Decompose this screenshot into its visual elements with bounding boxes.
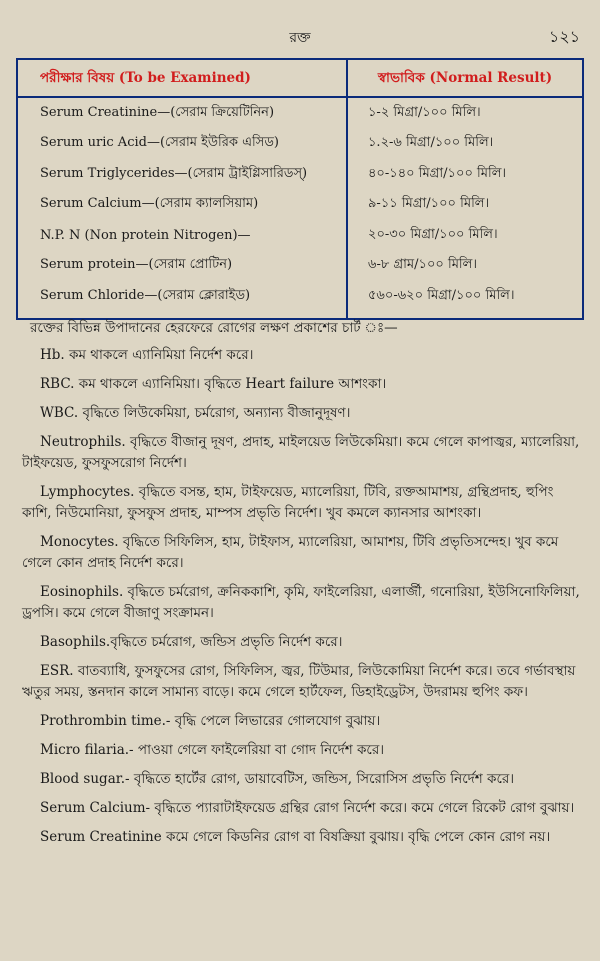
normal-value: ১-২ মিগ্রা/১০০ মিলি। <box>368 104 481 120</box>
normal-value: ৯-১১ মিগ্রা/১০০ মিলি। <box>368 196 490 212</box>
normal-value: ৬-৮ গ্রাম/১০০ মিলি। <box>368 257 477 273</box>
table-row <box>17 220 583 251</box>
symptom-chart-section <box>22 318 586 856</box>
note-serum-calcium: Serum Calcium- বৃদ্ধিতে প্যারাটাইফয়েড গ্রন্থির রোগ নির্দেশ করে। কমে গেলে রিকেট রোগ বুঝায়। <box>40 800 575 816</box>
note-blood-sugar: Blood sugar.- বৃদ্ধিতে হার্টের রোগ, ডায়াবেটিস, জন্ডিস, সিরোসিস প্রভৃতি নির্দেশ করে। <box>40 771 515 787</box>
normal-value: ৫৬০-৬২০ মিগ্রা/১০০ মিলি। <box>368 287 515 303</box>
test-name: Serum uric Acid—(সেরাম ইউরিক এসিড) <box>17 129 347 160</box>
note-micro-filaria: Micro filaria.- পাওয়া গেলে ফাইলেরিয়া বা গোদ নির্দেশ করে। <box>40 742 385 758</box>
test-name: Serum Chloride—(সেরাম ক্লোরাইড) <box>17 281 347 319</box>
table-header-row <box>17 59 583 97</box>
note-esr: ESR. বাতব্যাধি, ফুসফুসের রোগ, সিফিলিস, জ্বর, টিউমার, লিউকোমিয়া নির্দেশ করে। তবে গর্ভাবস্থায় ঋতুর সময়, স্তনদান কালে সামান্য বাড়ে। কমে গেলে হার্টফেল, ডিহাইড্রেটস, উদরাময় হুপিং কফ। <box>22 663 576 700</box>
section-intro: রক্তের বিভিন্ন উপাদানের হেরফেরে রোগের লক্ষণ প্রকাশের চার্ট ঃ— <box>30 320 398 336</box>
table-row <box>17 251 583 282</box>
table-row <box>17 281 583 319</box>
normal-values-table <box>16 58 584 320</box>
table-row <box>17 190 583 221</box>
note-prothrombin: Prothrombin time.- বৃদ্ধি পেলে লিভারের গোলযোগ বুঝায়। <box>40 713 381 729</box>
test-name: Serum Triglycerides—(সেরাম ট্রাইগ্লিসারিডস্) <box>17 159 347 190</box>
note-wbc: WBC. বৃদ্ধিতে লিউকেমিয়া, চর্মরোগ, অন্যান্য বীজানুদূষণ। <box>40 405 351 421</box>
note-lymphocytes: Lymphocytes. বৃদ্ধিতে বসন্ত, হাম, টাইফয়েড, ম্যালেরিয়া, টিবি, রক্তআমাশয়, গ্রন্থিপ্রদাহ, হুপিং কাশি, নিউমোনিয়া, ফুসফুস প্রদাহ, মাম্পস প্রভৃতি নির্দেশ। খুব কমলে ক্যানসার আশংকা। <box>22 484 554 521</box>
page-number: ১২১ <box>548 27 580 46</box>
table-row <box>17 129 583 160</box>
note-serum-creatinine: Serum Creatinine কমে গেলে কিডনির রোগ বা বিষক্রিয়া বুঝায়। বৃদ্ধি পেলে কোন রোগ নয়। <box>40 829 551 845</box>
chapter-title: রক্ত <box>289 30 311 46</box>
normal-value: ২০-৩০ মিগ্রা/১০০ মিলি। <box>368 226 498 242</box>
test-name: Serum Calcium—(সেরাম ক্যালসিয়াম) <box>17 190 347 221</box>
note-basophils: Basophils.বৃদ্ধিতে চর্মরোগ, জন্ডিস প্রভৃতি নির্দেশ করে। <box>40 634 343 650</box>
normal-value: ১.২-৬ মিগ্রা/১০০ মিলি। <box>368 135 494 151</box>
table-row <box>17 159 583 190</box>
note-hb: Hb. কম থাকলে এ্যানিমিয়া নির্দেশ করে। <box>40 347 254 363</box>
test-name: Serum Creatinine—(সেরাম ক্রিয়েটিনিন) <box>17 97 347 129</box>
column-header-normal: স্বাভাবিক (Normal Result) <box>347 59 583 97</box>
table-row <box>17 97 583 129</box>
note-monocytes: Monocytes. বৃদ্ধিতে সিফিলিস, হাম, টাইফাস, ম্যালেরিয়া, আমাশয়, টিবি প্রভৃতিসন্দেহ। খুব কমে গেলে কোন প্রদাহ নির্দেশ করে। <box>22 534 559 571</box>
test-name: N.P. N (Non protein Nitrogen)— <box>17 220 347 251</box>
note-rbc: RBC. কম থাকলে এ্যানিমিয়া। বৃদ্ধিতে Heart failure আশংকা। <box>40 376 387 392</box>
normal-value: ৪০-১৪০ মিগ্রা/১০০ মিলি। <box>368 165 507 181</box>
note-eosinophils: Eosinophils. বৃদ্ধিতে চর্মরোগ, ক্রনিককাশি, কৃমি, ফাইলেরিয়া, এলার্জী, গনোরিয়া, ইউসিনোফিলিয়া, ড্রপসি। কমে গেলে বীজাণু সংক্রামন। <box>22 584 580 621</box>
column-header-subject: পরীক্ষার বিষয় (To be Examined) <box>17 59 347 97</box>
page-header <box>0 22 600 46</box>
note-neutrophils: Neutrophils. বৃদ্ধিতে বীজানু দূষণ, প্রদাহ, মাইলয়েড লিউকেমিয়া। কমে গেলে কাপাজ্বর, ম্যালেরিয়া, টাইফয়েড, ফুসফুসরোগ নির্দেশ। <box>22 434 580 471</box>
test-name: Serum protein—(সেরাম প্রোটিন) <box>17 251 347 282</box>
